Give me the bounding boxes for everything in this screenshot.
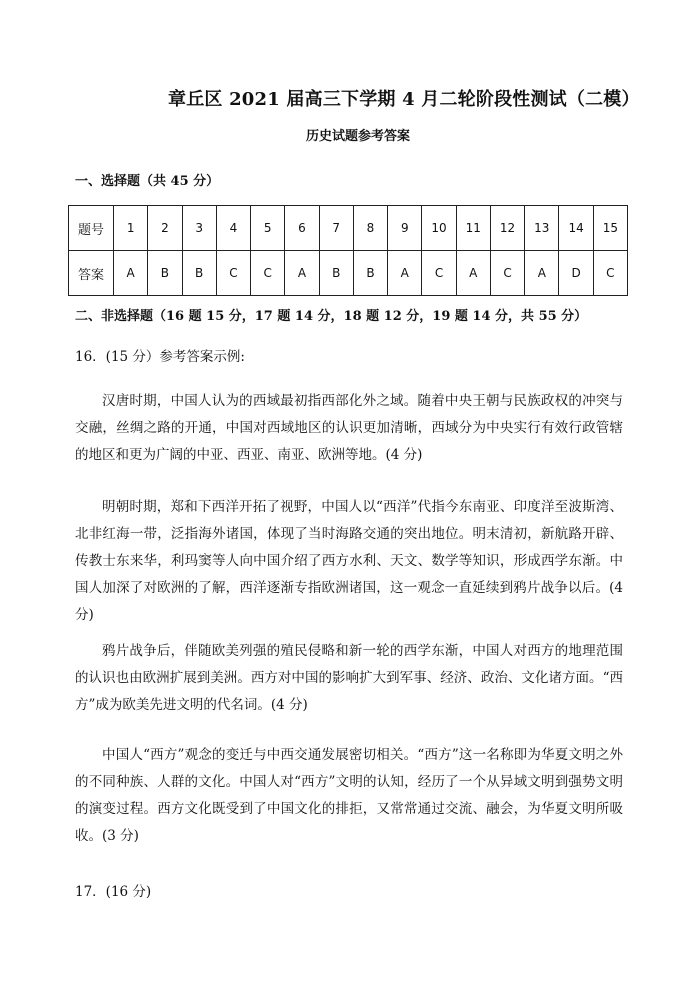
q16-paragraph-2: 明朝时期，郑和下西洋开拓了视野，中国人以“西洋”代指今东南亚、印度洋至波斯湾、北非红海一带，泛指海外诸国，体现了当时海路交通的突出地位。明末清初，新航路开辟、传教士东来华，利玛窦等人向中国介绍了西方水利、天文、数学等知识，形成西学东渐。中国人加深了对欧洲的了解，西洋逐渐专指欧洲诸国，这一观念一直延续到鸦片战争以后。(4 分) — [75, 499, 623, 623]
section-choice-heading: 一、选择题（共 45 分） — [75, 174, 220, 189]
answer-table-number-row — [69, 206, 628, 251]
question-number: 13 — [525, 206, 559, 251]
answer-cell: A — [456, 251, 490, 296]
question-number: 2 — [148, 206, 182, 251]
question-number: 1 — [114, 206, 148, 251]
q16-paragraph-4: 中国人“西方”观念的变迁与中西交通发展密切相关。“西方”这一名称即为华夏文明之外的不同种族、人群的文化。中国人对“西方”文明的认知，经历了一个从异域文明到强势文明的演变过程。西方文化既受到了中国文化的排拒，又常常通过交流、融会，为华夏文明所吸收。(3 分) — [75, 747, 623, 844]
q17-heading: 17．(16 分) — [75, 884, 152, 900]
question-number: 9 — [388, 206, 422, 251]
q16-paragraph-1: 汉唐时期，中国人认为的西域最初指西部化外之域。随着中央王朝与民族政权的冲突与交融，丝绸之路的开通，中国对西域地区的认识更加清晰，西域分为中央实行有效行政管辖的地区和更为广阔的中亚、西亚、南亚、欧洲等地。(4 分) — [75, 393, 623, 463]
answer-cell: B — [319, 251, 353, 296]
q16-heading: 16．(15 分）参考答案示例: — [75, 349, 245, 365]
row-label-answer: 答案 — [69, 251, 114, 296]
q16-paragraph-3: 鸦片战争后，伴随欧美列强的殖民侵略和新一轮的西学东渐，中国人对西方的地理范围的认识也由欧洲扩展到美洲。西方对中国的影响扩大到军事、经济、政治、文化诸方面。“西方”成为欧美先进文明的代名词。(4 分) — [75, 643, 623, 713]
answer-cell: C — [216, 251, 250, 296]
question-number: 7 — [319, 206, 353, 251]
answer-cell: B — [182, 251, 216, 296]
question-number: 14 — [559, 206, 593, 251]
question-number: 4 — [216, 206, 250, 251]
question-number: 12 — [490, 206, 524, 251]
question-number: 10 — [422, 206, 456, 251]
answer-cell: A — [285, 251, 319, 296]
question-number: 6 — [285, 206, 319, 251]
answer-table-answer-row — [69, 251, 628, 296]
answer-cell: C — [251, 251, 285, 296]
question-number: 8 — [353, 206, 387, 251]
answer-cell: B — [353, 251, 387, 296]
document-title: 章丘区 2021 届高三下学期 4 月二轮阶段性测试（二模） — [168, 89, 640, 110]
answer-cell: A — [114, 251, 148, 296]
question-number: 15 — [593, 206, 627, 251]
question-number: 5 — [251, 206, 285, 251]
answer-cell: A — [388, 251, 422, 296]
question-number: 3 — [182, 206, 216, 251]
answer-cell: C — [490, 251, 524, 296]
row-label-number: 题号 — [69, 206, 114, 251]
answer-cell: B — [148, 251, 182, 296]
answer-cell: A — [525, 251, 559, 296]
answer-table — [68, 205, 628, 296]
answer-cell: D — [559, 251, 593, 296]
answer-cell: C — [422, 251, 456, 296]
section-nonchoice-heading: 二、非选择题（16 题 15 分，17 题 14 分，18 题 12 分，19 题 14 分，共 55 分） — [75, 309, 588, 324]
document-subtitle: 历史试题参考答案 — [305, 129, 410, 144]
answer-cell: C — [593, 251, 627, 296]
question-number: 11 — [456, 206, 490, 251]
